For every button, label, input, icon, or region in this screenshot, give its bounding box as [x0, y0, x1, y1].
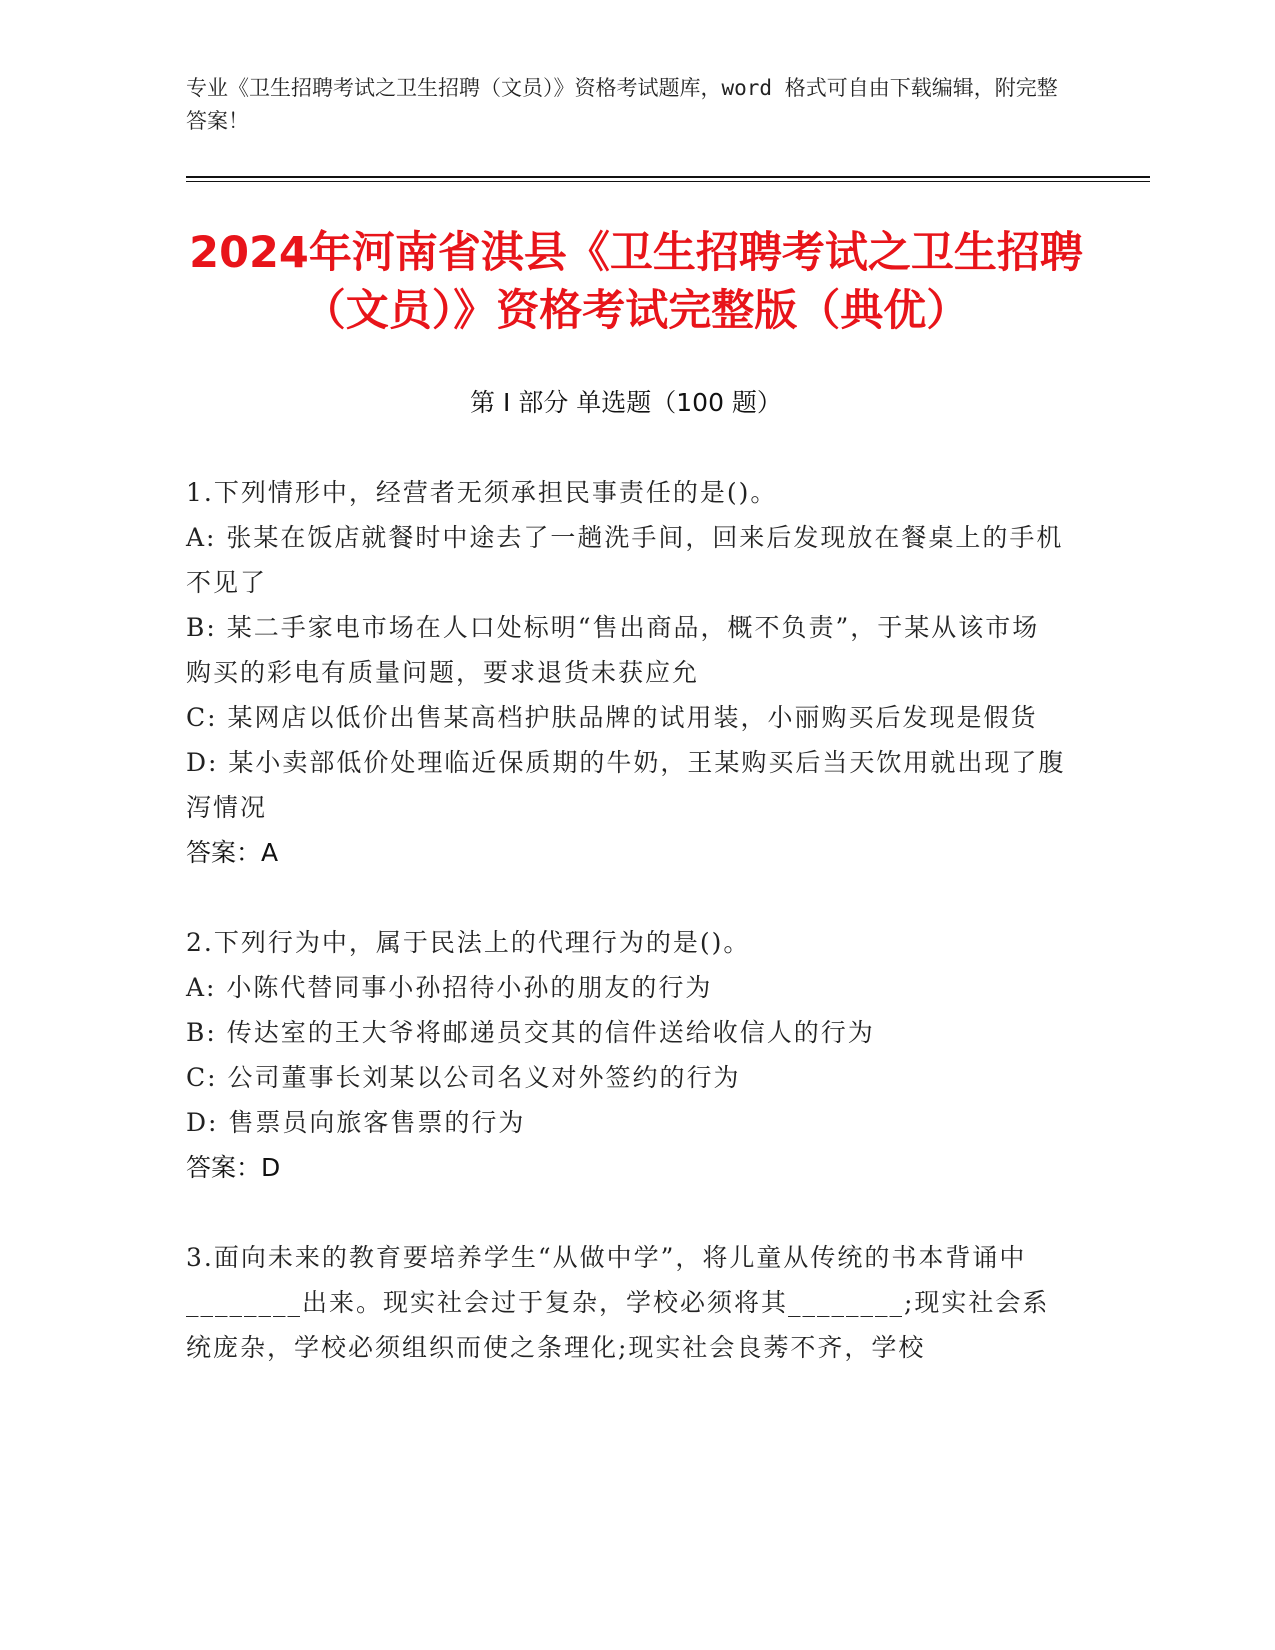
option-a: A: 张某在饭店就餐时中途去了一趟洗手间，回来后发现放在餐桌上的手机不见了	[186, 523, 1064, 597]
header-note: 专业《卫生招聘考试之卫生招聘（文员）》资格考试题库，word 格式可自由下载编辑，附完整答案！	[186, 76, 1058, 133]
option-d: D: 售票员向旅客售票的行为	[186, 1108, 526, 1137]
question-stem: 2.下列行为中，属于民法上的代理行为的是()。	[186, 928, 751, 957]
option-a: A: 小陈代替同事小孙招待小孙的朋友的行为	[186, 973, 713, 1002]
document-title: 2024年河南省淇县《卫生招聘考试之卫生招聘（文员）》资格考试完整版（典优）	[189, 228, 1083, 336]
section-heading: 第 I 部分 单选题（100 题）	[470, 388, 782, 417]
option-b: B: 传达室的王大爷将邮递员交其的信件送给收信人的行为	[186, 1018, 875, 1047]
option-d: D: 某小卖部低价处理临近保质期的牛奶，王某购买后当天饮用就出现了腹泻情况	[186, 748, 1066, 822]
question-3	[186, 1235, 1066, 1370]
option-c: C: 公司董事长刘某以公司名义对外签约的行为	[186, 1063, 741, 1092]
option-c: C: 某网店以低价出售某高档护肤品牌的试用装，小丽购买后发现是假货	[186, 703, 1038, 732]
option-b: B: 某二手家电市场在人口处标明“售出商品，概不负责”，于某从该市场购买的彩电有质量问题，要求退货未获应允	[186, 613, 1040, 687]
question-1	[186, 470, 1066, 875]
question-stem: 3.面向未来的教育要培养学生“从做中学”，将儿童从传统的书本背诵中________出来。现实社会过于复杂，学校必须将其________;现实社会系统庞杂，学校必须组织而使之条理化;现实社会良莠不齐，学校	[186, 1243, 1050, 1362]
header-divider-thick	[186, 176, 1150, 178]
answer-line: 答案：A	[186, 838, 279, 867]
header-divider-thin	[186, 181, 1150, 182]
question-2	[186, 920, 1066, 1190]
answer-line: 答案：D	[186, 1153, 281, 1182]
question-stem: 1.下列情形中，经营者无须承担民事责任的是()。	[186, 478, 778, 507]
question-list	[186, 470, 1066, 1415]
